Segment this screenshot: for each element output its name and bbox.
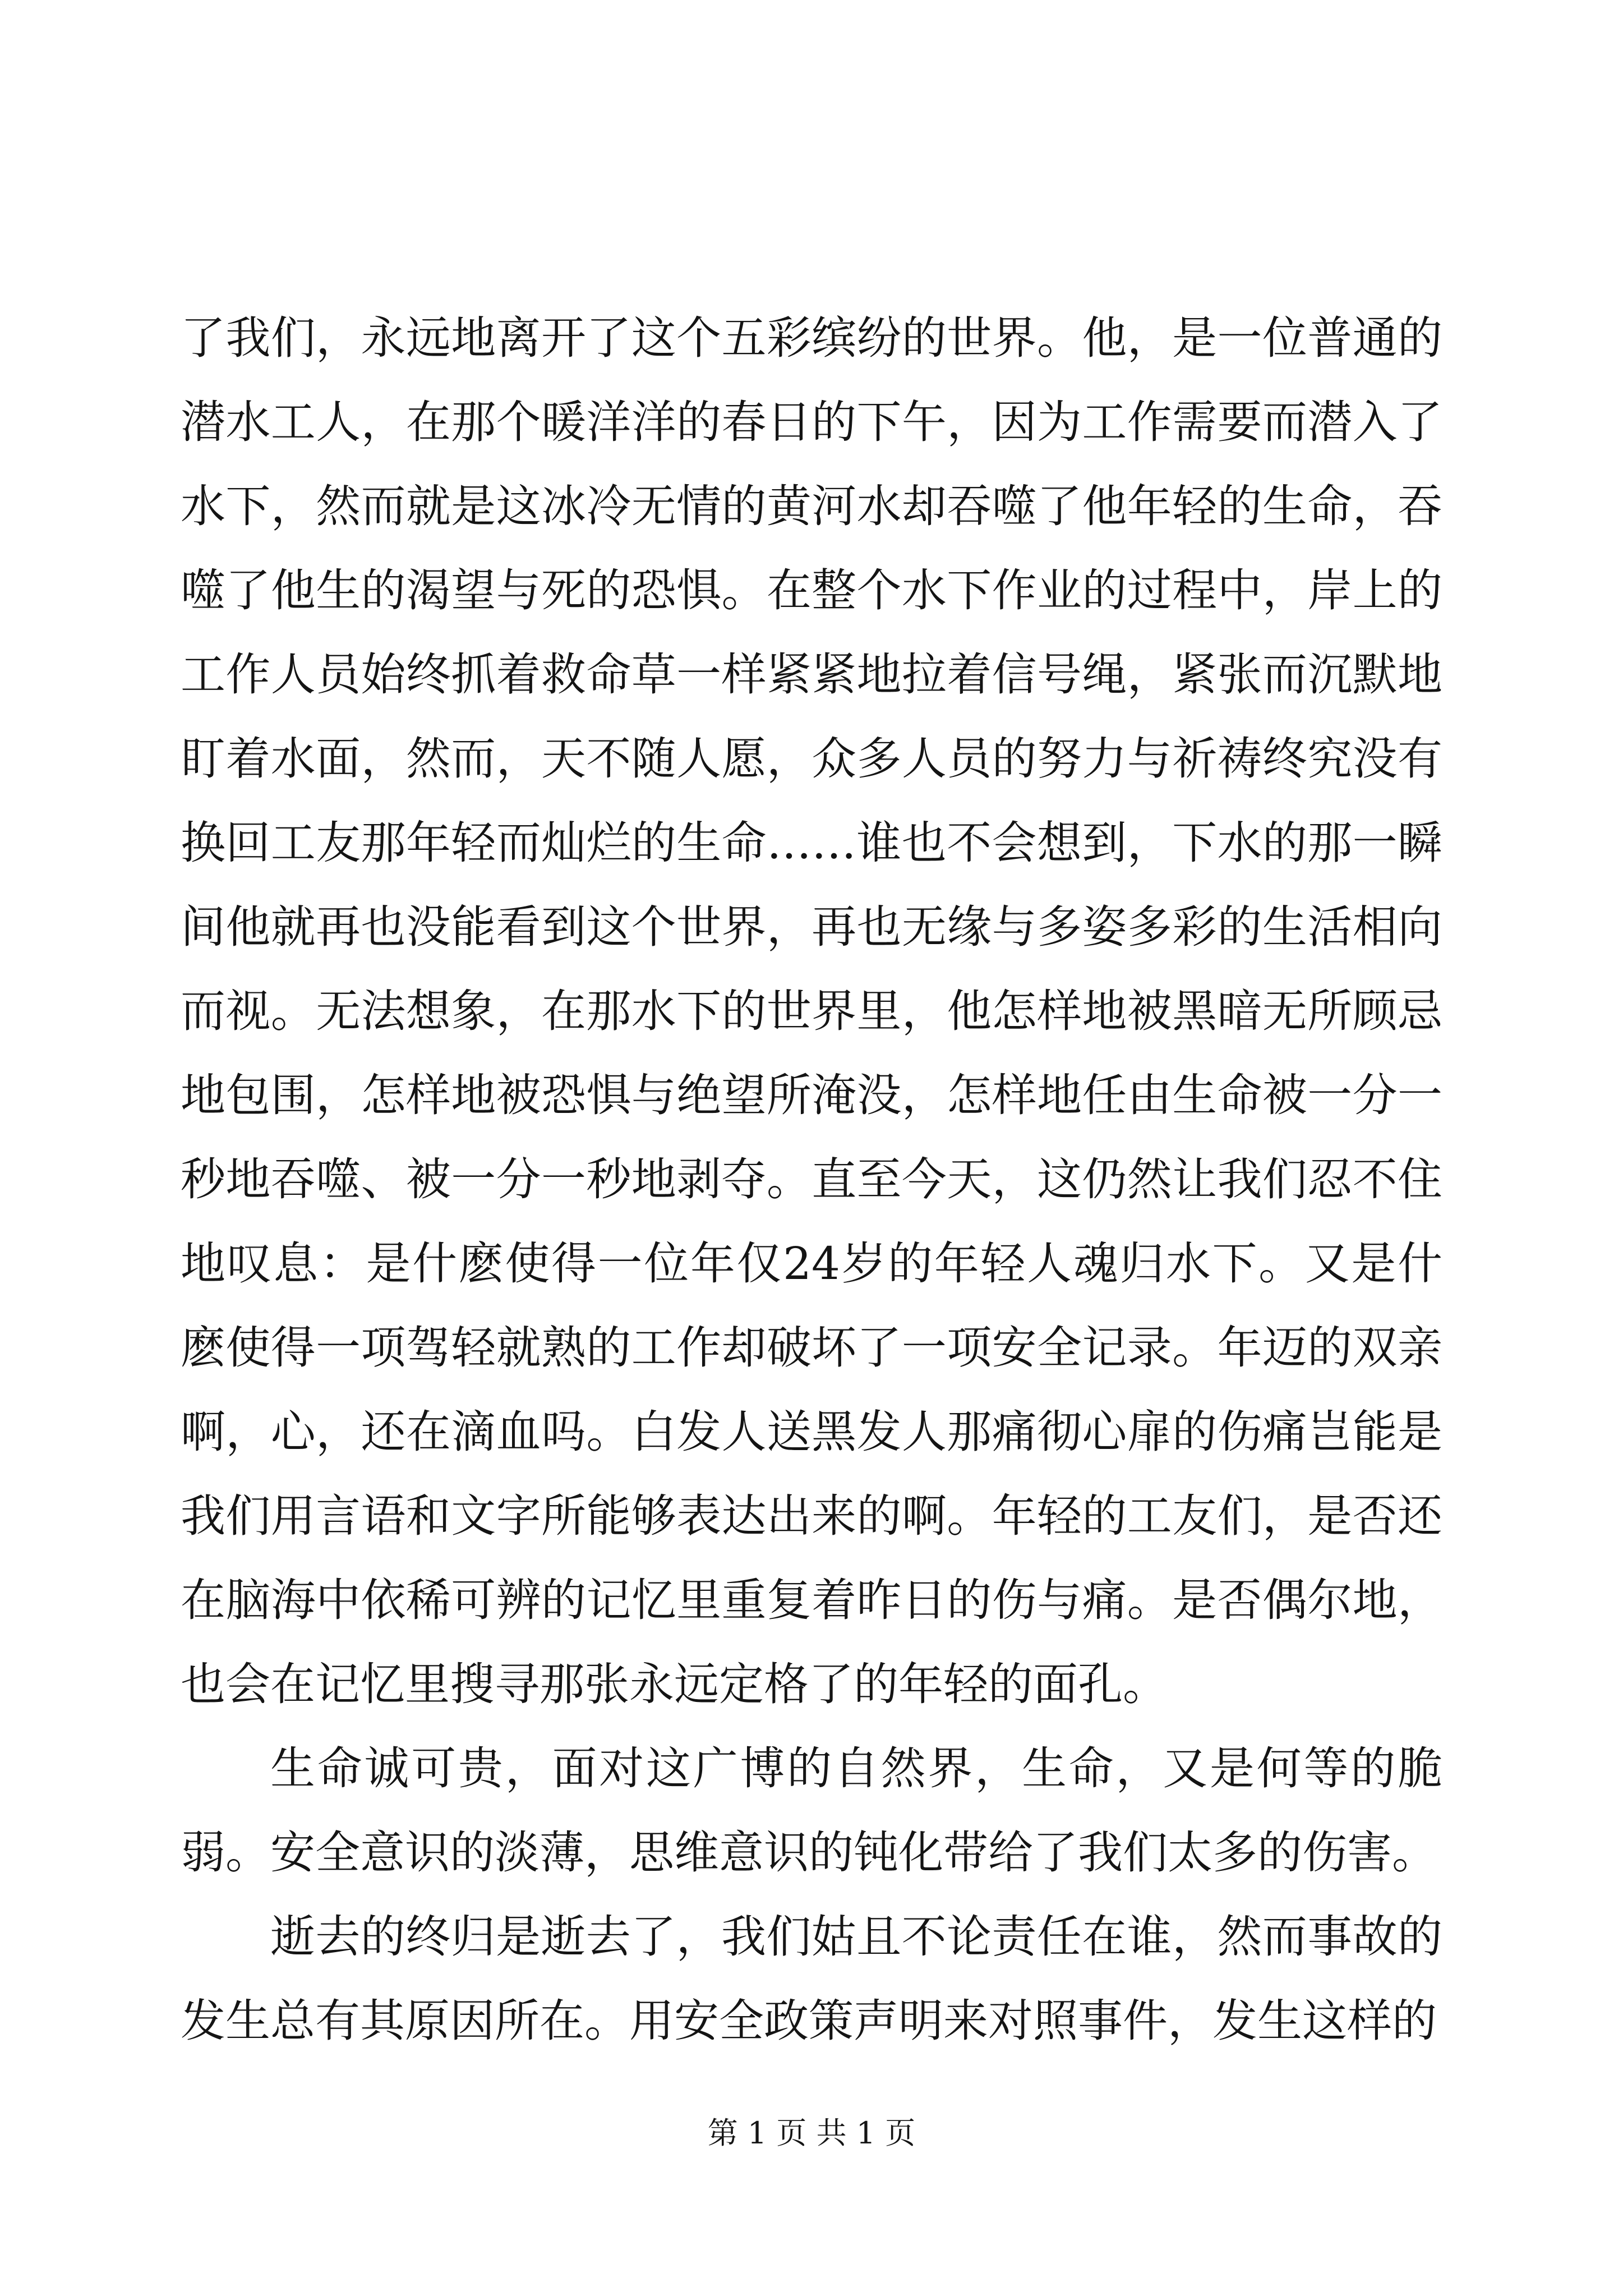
paragraph-1: 了我们，永远地离开了这个五彩缤纷的世界。他，是一位普通的潜水工人，在那个暖洋洋的春日的下午，因为工作需要而潜入了水下，然而就是这冰冷无情的黄河水却吞噬了他年轻的生命，吞噬了他生的渴望与死的恐惧。在整个水下作业的过程中，岸上的工作人员始终抓着救命草一样紧紧地拉着信号绳，紧张而沉默地盯着水面，然而，天不随人愿，众多人员的努力与祈祷终究没有换回工友那年轻而灿烂的生命……谁也不会想到，下水的那一瞬间他就再也没能看到这个世界，再也无缘与多姿多彩的生活相向而视。无法想象，在那水下的世界里，他怎样地被黑暗无所顾忌地包围，怎样地被恐惧与绝望所淹没，怎样地任由生命被一分一秒地吞噬、被一分一秒地剥夺。直至今天，这仍然让我们忍不住地叹息：是什麽使得一位年仅24岁的年轻人魂归水下。又是什麽使得一项驾轻就熟的工作却破坏了一项安全记录。年迈的双亲啊，心，还在滴血吗。白发人送黑发人那痛彻心扉的伤痛岂能是我们用言语和文字所能够表达出来的啊。年轻的工友们，是否还在脑海中依稀可辨的记忆里重复着昨日的伤与痛。是否偶尔地，也会在记忆里搜寻那张永远定格了的年轻的面孔。: [181, 312, 1442, 1710]
paragraph-3: 逝去的终归是逝去了，我们姑且不论责任在谁，然而事故的发生总有其原因所在。用安全政策声明来对照事件，发生这样的: [181, 1911, 1442, 2047]
paragraph-2: 生命诚可贵，面对这广博的自然界，生命，又是何等的脆弱。安全意识的淡薄，思维意识的钝化带给了我们太多的伤害。: [181, 1742, 1442, 1879]
page-number-footer: 第 1 页 共 1 页: [707, 2115, 916, 2151]
document-body: [181, 296, 1442, 2063]
